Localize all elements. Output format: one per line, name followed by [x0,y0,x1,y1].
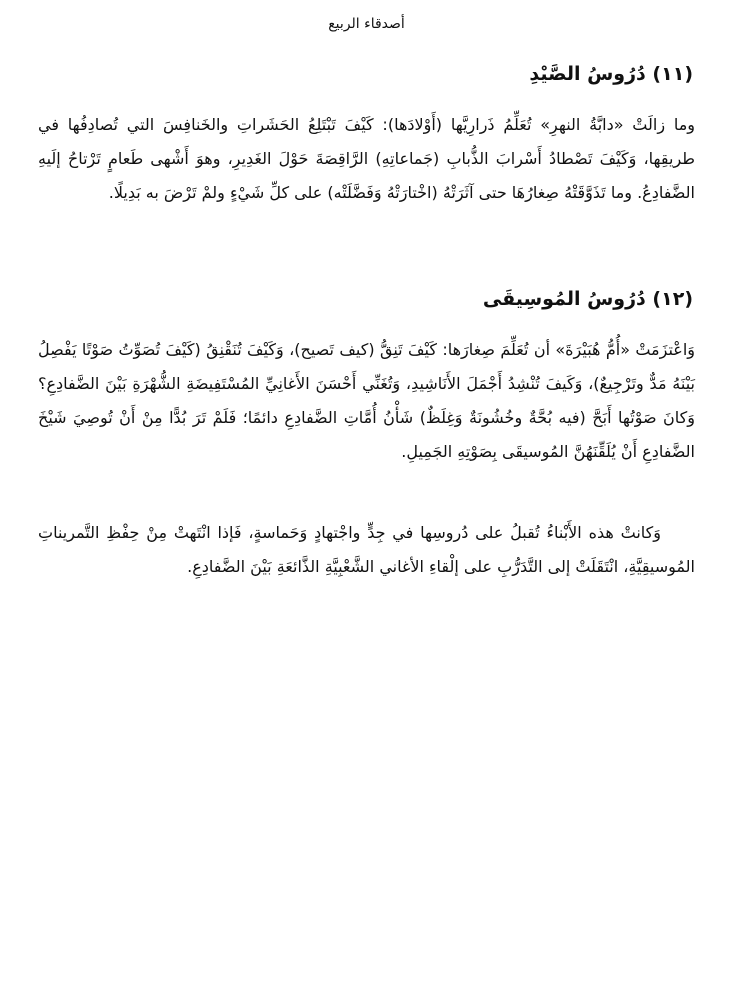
section-title-hunting-lessons: (١١) دُرُوسُ الصَّيْدِ [529,63,693,85]
section-title-music-lessons: (١٢) دُرُوسُ المُوسِيقَى [482,288,693,310]
paragraph-music-lessons-1: وَاعْتزَمَتْ «أُمُّ هُبَيْرَةَ» أن تُعَلِّمَ صِغارَها: كَيْفَ تَنِقُّ (كيف تَصيح)، وَكَيْفَ تُنَقْنِقُ (كَيْفَ تُصَوِّتُ صَوْتًا يَفْصِلُ بَيْنَهُ مَدٌّ وتَرْجِيعٌ)، وَكَيفَ تُنْشِدُ أَجْمَلَ الأَنَاشِيدِ، وَتُغَنِّي أَحْسَنَ الأَغانِيِّ المُسْتَفِيضَةِ الشُّهْرَةِ بَيْنَ الضَّفادِعِ؟ وَكانَ صَوْتُها أَبَحَّ (فيه بُحَّةٌ وخُشُونَةٌ وَغِلَظٌ) شَأْنُ أُمَّاتِ الضَّفادِعِ دائمًا؛ فَلَمْ تَرَ بُدًّا مِنْ أَنْ تُوصِيَ شَيْخَ الضَّفادِعِ أَنْ يُلَقِّنَهُنَّ المُوسيقَى بِصَوْتِهِ الجَمِيلِ. [38,340,695,461]
running-header: أصدقاء الربيع [328,16,405,32]
paragraph-music-lessons-2: وَكانتْ هذه الأَبْناءُ تُقبلُ على دُروسِها في جِدٍّ واجْتهادٍ وَحَماسةٍ، فَإذا انْتَهتْ مِنْ حِفْظِ التَّمريناتِ المُوسيقِيَّةِ، انْتَقَلَتْ إلى التَّدَرُّبِ على إلْقاءِ الأغاني الشَّعْبِيَّةِ الذَّائعَةِ بَيْنَ الضَّفادِعِ. [38,523,695,576]
paragraph-hunting-lessons: وما زالَتْ «دابَّةُ النهرِ» تُعَلِّمُ ذَرارِيَّها (أَوْلادَها): كَيْفَ تَبْتَلِعُ الحَشَراتِ والخَنافِسَ التي تُصادِفُها في طريقِها، وَكَيْفَ تَصْطادُ أَسْرابَ الذُّبابِ (جَماعاتِهِ) الرَّاقِصَةَ حَوْلَ الغَدِيرِ، وهوَ أَشْهى طَعامٍ تَرْتاحُ إلَيهِ الضَّفادِعُ. وما تَذَوَّقَتْهُ صِغارُهَا حتى آثَرَتْهُ (اخْتارَتْهُ وَفَضَّلَتْه) على كلِّ شَيْءٍ ولمْ تَرْضَ به بَدِيلًا. [38,115,695,202]
